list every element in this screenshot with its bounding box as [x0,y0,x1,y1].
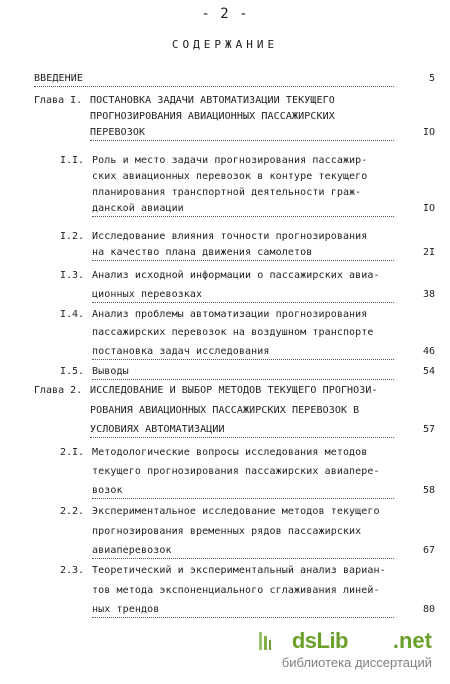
section-1-3-number: I.3. [60,270,85,281]
section-2-1-number: 2.I. [60,447,85,458]
chapter-1-title-line-3: ПЕРЕВОЗОК [90,127,394,141]
section-2-1-line-3: возок [92,485,394,499]
chapter-2-title-line-2: РОВАНИЯ АВИАЦИОННЫХ ПАССАЖИРСКИХ ПЕРЕВОЗОК В [90,405,360,416]
section-1-2-line-1: Исследование влияния точности прогнозирования [92,231,368,242]
page-number: - 2 - [201,6,249,22]
section-1-2-page: 2I [422,247,435,258]
chapter-1-page: IO [422,127,435,138]
section-1-3-page: 38 [422,289,435,300]
chapter-1-title-line-2: ПРОГНОЗИРОВАНИЯ АВИАЦИОННЫХ ПАССАЖИРСКИХ [90,111,335,122]
watermark-logo-suffix: .net [392,628,432,653]
section-2-1-line-2: текущего прогнозирования пассажирских авиапере- [92,466,380,477]
section-1-3-line-2: ционных перевозках [92,289,394,303]
section-1-5-page: 54 [422,366,435,377]
section-1-4-line-2: пассажирских перевозок на воздушном транспорте [92,327,374,338]
chapter-2-title-line-3: УСЛОВИЯХ АВТОМАТИЗАЦИИ [90,424,394,438]
toc-page-intro: 5 [428,73,435,84]
section-1-4-line-3: постановка задач исследования [92,346,394,360]
section-2-2-line-3: авиаперевозок [92,545,394,559]
section-2-3-line-1: Теоретический и экспериментальный анализ вариан- [92,565,386,576]
section-2-3-line-3: ных трендов [92,604,394,618]
section-1-1-line-1: Роль и место задачи прогнозирования пассажир- [92,155,368,166]
section-2-3-number: 2.3. [60,565,85,576]
section-2-2-line-1: Экспериментальное исследование методов текущего [92,506,380,517]
section-1-3-line-1: Анализ исходной информации о пассажирских авиа- [92,270,380,281]
section-1-1-page: IO [422,203,435,214]
watermark-logo-text: dsLib [291,628,348,653]
toc-heading: СОДЕРЖАНИЕ [171,38,279,51]
section-1-1-line-4: данской авиации [92,203,394,217]
section-2-2-line-2: прогнозирования временных рядов пассажирских [92,526,362,537]
section-2-3-line-2: тов метода экспоненциального сглаживания линей- [92,585,380,596]
section-1-5-number: I.5. [60,366,85,377]
section-1-1-line-2: ских авиационных перевозок в контуре текущего [92,171,368,182]
section-2-1-page: 58 [422,485,435,496]
dslib-watermark[interactable] [250,628,440,672]
section-1-2-number: I.2. [60,231,85,242]
section-1-1-line-3: планирования транспортной деятельности граж- [92,187,362,198]
section-1-4-line-1: Анализ проблемы автоматизации прогнозирования [92,309,368,320]
watermark-tagline: библиотека диссертаций [281,655,432,670]
section-2-2-number: 2.2. [60,506,85,517]
chapter-2-title-line-1: ИССЛЕДОВАНИЕ И ВЫБОР МЕТОДОВ ТЕКУЩЕГО ПРОГНОЗИ- [90,385,378,396]
toc-entry-intro: ВВЕДЕНИЕ [34,73,394,87]
chapter-2-number: Глава 2. [34,385,83,396]
section-1-5-line-1: Выводы [92,366,394,380]
section-1-4-number: I.4. [60,309,85,320]
section-1-4-page: 46 [422,346,435,357]
chapter-2-page: 57 [422,424,435,435]
section-2-1-line-1: Методологические вопросы исследования методов [92,447,368,458]
chapter-1-number: Глава I. [34,95,83,106]
section-1-1-number: I.I. [60,155,85,166]
section-1-2-line-2: на качество плана движения самолетов [92,247,394,261]
chapter-1-title-line-1: ПОСТАНОВКА ЗАДАЧИ АВТОМАТИЗАЦИИ ТЕКУЩЕГО [90,95,335,106]
section-2-2-page: 67 [422,545,435,556]
section-2-3-page: 80 [422,604,435,615]
dslib-logo-icon [258,630,272,652]
